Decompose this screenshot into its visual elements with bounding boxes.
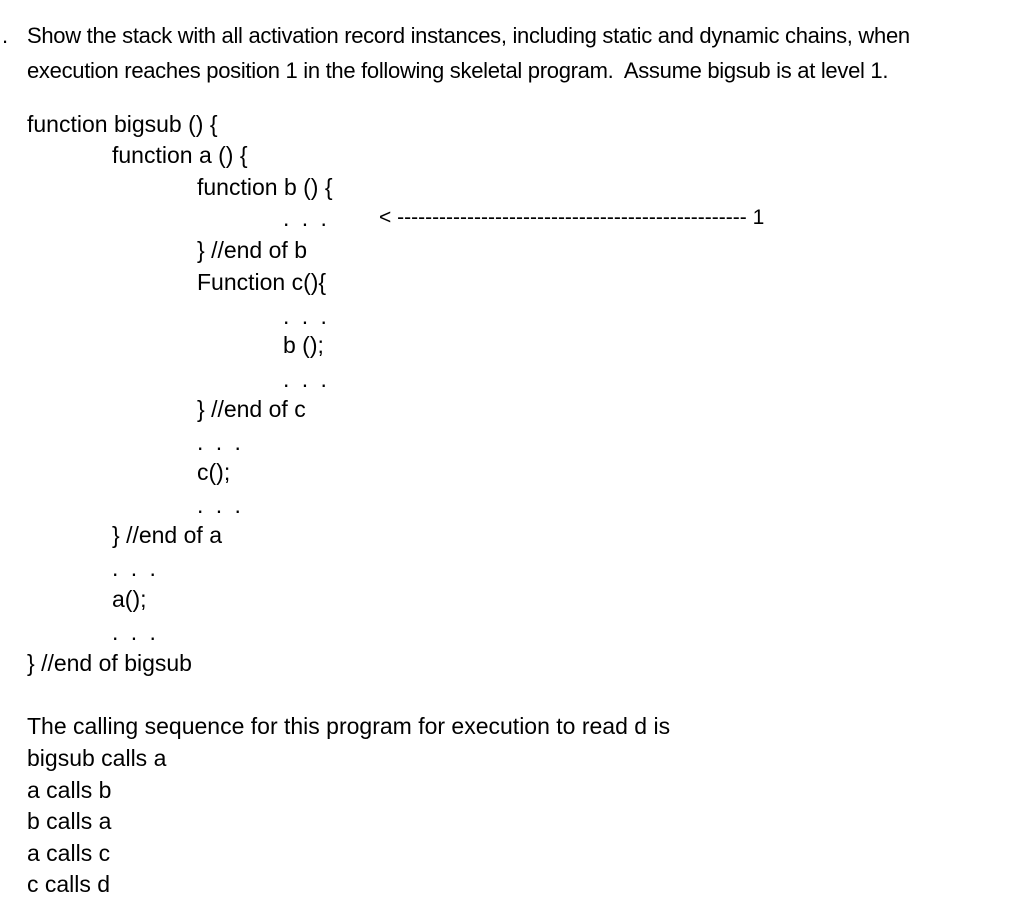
sequence-call-2: a calls b [27,777,112,803]
code-line-15-dots: . . . [112,555,159,581]
code-line-7-dots: . . . [283,303,330,329]
code-line-1: function bigsub () { [27,111,218,137]
code-line-11-dots: . . . [197,429,244,455]
code-line-9-dots: . . . [283,366,330,392]
position-1-marker: < -------------------------------------------------- 1 [379,206,765,229]
question-line-1: Show the stack with all activation record instances, including static and dynamic chains, when [27,23,910,48]
sequence-call-5: c calls d [27,871,111,897]
code-line-4-dots: . . . [283,205,330,231]
code-line-8: b (); [283,332,324,358]
code-line-2: function a () { [112,142,248,168]
code-line-13-dots: . . . [197,492,244,518]
sequence-call-3: b calls a [27,808,112,834]
question-marker: . [2,23,8,48]
code-line-6: Function c(){ [197,269,327,295]
sequence-call-1: bigsub calls a [27,745,167,771]
code-line-3: function b () { [197,174,333,200]
code-line-12: c(); [197,459,231,485]
sequence-call-4: a calls c [27,840,111,866]
sequence-intro: The calling sequence for this program for execution to read d is [27,713,671,739]
code-line-10: } //end of c [197,396,306,422]
code-line-5: } //end of b [197,237,307,263]
question-line-2: execution reaches position 1 in the following skeletal program. Assume bigsub is at level 1. [27,58,889,83]
code-line-18: } //end of bigsub [27,650,192,676]
code-line-17-dots: . . . [112,619,159,645]
code-line-16: a(); [112,586,147,612]
code-line-14: } //end of a [112,522,222,548]
